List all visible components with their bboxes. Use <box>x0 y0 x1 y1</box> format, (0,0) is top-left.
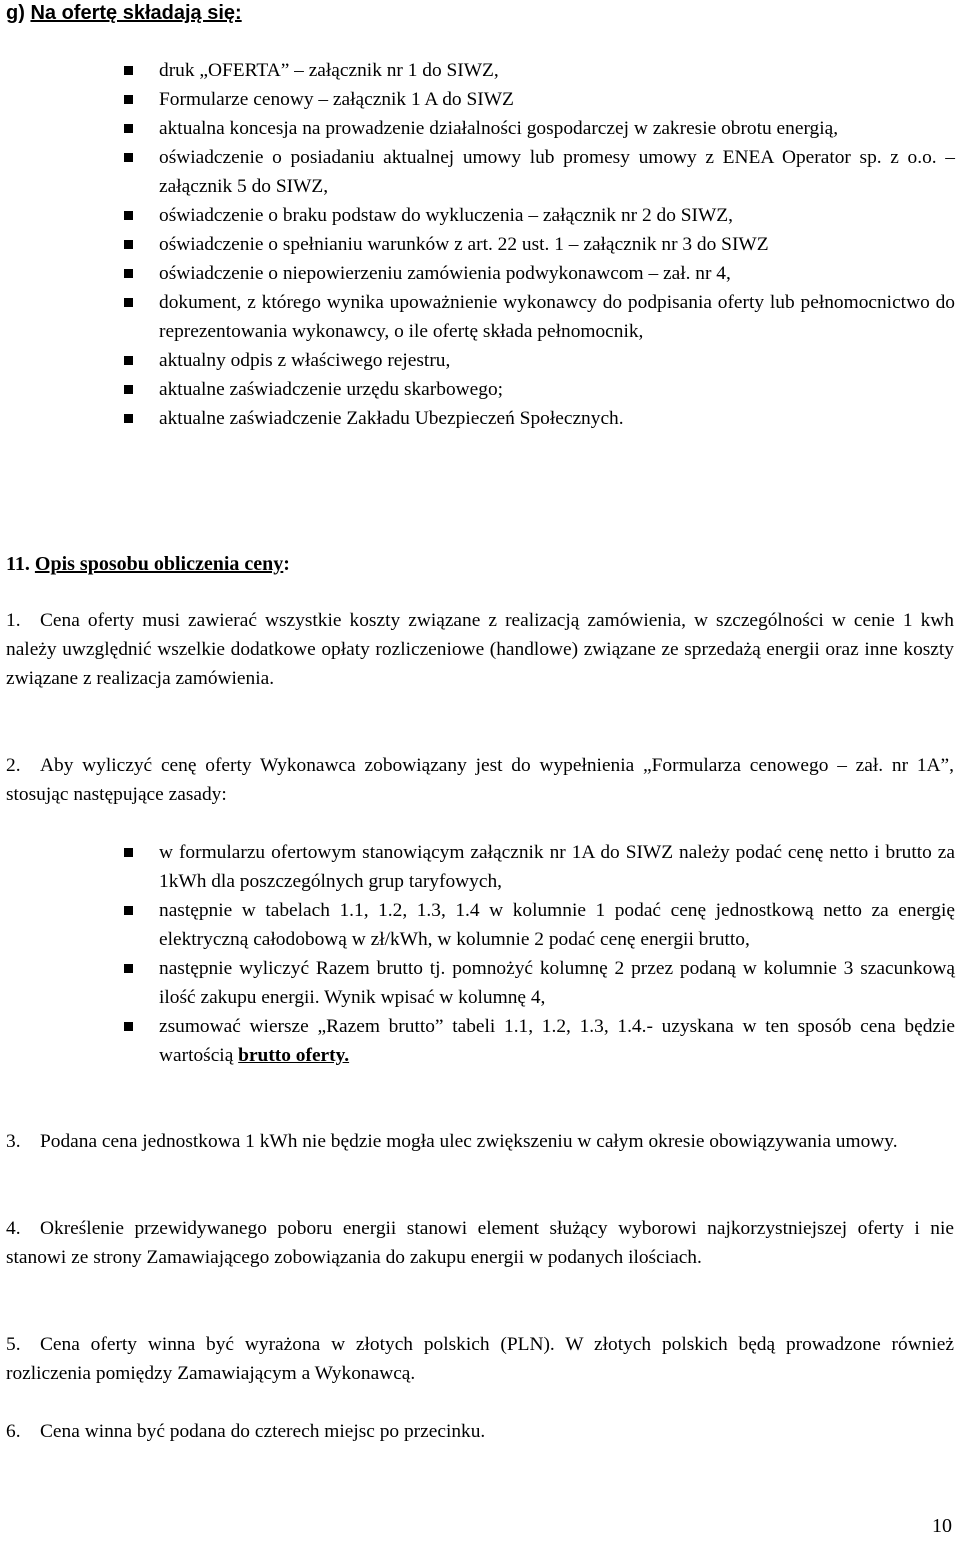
square-bullet-icon <box>124 906 133 915</box>
list-item: oświadczenie o niepowierzeniu zamówienia podwykonawcom – zał. nr 4, <box>159 259 955 288</box>
list-item: zsumować wiersze „Razem brutto” tabeli 1.1, 1.2, 1.3, 1.4.- uzyskana w ten sposób cena będzie wartością brutto oferty. <box>159 1012 955 1070</box>
paragraph-number: 5. <box>6 1334 21 1355</box>
square-bullet-icon <box>124 964 133 973</box>
paragraph-6 <box>6 1417 954 1446</box>
paragraph-number: 2. <box>6 755 21 776</box>
paragraph-number: 1. <box>6 610 21 631</box>
square-bullet-icon <box>124 124 133 133</box>
paragraph-text: Cena winna być podana do czterech miejsc po przecinku. <box>40 1421 486 1442</box>
square-bullet-icon <box>124 66 133 75</box>
list-item: następnie w tabelach 1.1, 1.2, 1.3, 1.4 w kolumnie 1 podać cenę jednostkową netto za energię elektryczną całodobową w zł/kWh, w kolumnie 2 podać cenę energii brutto, <box>159 896 955 954</box>
square-bullet-icon <box>124 356 133 365</box>
square-bullet-icon <box>124 240 133 249</box>
list-item: druk „OFERTA” – załącznik nr 1 do SIWZ, <box>159 56 955 85</box>
paragraph-number: 3. <box>6 1131 21 1152</box>
list-item: dokument, z którego wynika upoważnienie wykonawcy do podpisania oferty lub pełnomocnictwo do reprezentowania wykonawcy, o ile ofertę składa pełnomocnik, <box>159 288 955 346</box>
section-heading-11 <box>6 550 290 579</box>
paragraph-number: 6. <box>6 1421 21 1442</box>
square-bullet-icon <box>124 414 133 423</box>
paragraph-number: 4. <box>6 1218 21 1239</box>
paragraph-5 <box>6 1330 954 1388</box>
paragraph-2 <box>6 751 954 809</box>
list-item: oświadczenie o spełnianiu warunków z art. 22 ust. 1 – załącznik nr 3 do SIWZ <box>159 230 955 259</box>
paragraph-3 <box>6 1127 954 1156</box>
heading-title: Opis sposobu obliczenia ceny <box>34 553 284 575</box>
emphasis-brutto-oferty: brutto oferty. <box>238 1045 350 1066</box>
square-bullet-icon <box>124 385 133 394</box>
paragraph-text: Aby wyliczyć cenę oferty Wykonawca zobowiązany jest do wypełnienia „Formularza cenowego – zał. nr 1A”, stosując następujące zasady: <box>6 755 954 805</box>
heading-prefix: 11. <box>6 553 30 575</box>
list-item: w formularzu ofertowym stanowiącym załącznik nr 1A do SIWZ należy podać cenę netto i brutto za 1kWh dla poszczególnych grup taryfowych, <box>159 838 955 896</box>
square-bullet-icon <box>124 848 133 857</box>
list-item: aktualny odpis z właściwego rejestru, <box>159 346 955 375</box>
square-bullet-icon <box>124 269 133 278</box>
paragraph-text: Cena oferty winna być wyrażona w złotych polskich (PLN). W złotych polskich będą prowadzone również rozliczenia pomiędzy Zamawiającym a Wykonawcą. <box>6 1334 954 1384</box>
section-heading-g <box>6 0 242 26</box>
pricing-rules-list <box>159 838 955 1070</box>
square-bullet-icon <box>124 298 133 307</box>
square-bullet-icon <box>124 95 133 104</box>
paragraph-text: Podana cena jednostkowa 1 kWh nie będzie mogła ulec zwiększeniu w całym okresie obowiązywania umowy. <box>40 1131 898 1152</box>
square-bullet-icon <box>124 211 133 220</box>
list-item: aktualne zaświadczenie urzędu skarbowego; <box>159 375 955 404</box>
heading-prefix: g) <box>6 2 25 24</box>
heading-suffix: : <box>283 553 290 575</box>
offer-documents-list <box>159 56 955 433</box>
list-item: aktualne zaświadczenie Zakładu Ubezpieczeń Społecznych. <box>159 404 955 433</box>
paragraph-text: Określenie przewidywanego poboru energii stanowi element służący wyborowi najkorzystniejszej oferty i nie stanowi ze strony Zamawiającego zobowiązania do zakupu energii w podanych ilościach. <box>6 1218 954 1268</box>
page-number: 10 <box>932 1515 952 1537</box>
paragraph-4 <box>6 1214 954 1272</box>
list-item: aktualna koncesja na prowadzenie działalności gospodarczej w zakresie obrotu energią, <box>159 114 955 143</box>
list-item: oświadczenie o posiadaniu aktualnej umowy lub promesy umowy z ENEA Operator sp. z o.o. – załącznik 5 do SIWZ, <box>159 143 955 201</box>
heading-title: Na ofertę składają się: <box>30 2 242 24</box>
square-bullet-icon <box>124 153 133 162</box>
list-item: Formularze cenowy – załącznik 1 A do SIWZ <box>159 85 955 114</box>
paragraph-1 <box>6 606 954 693</box>
square-bullet-icon <box>124 1022 133 1031</box>
list-item: oświadczenie o braku podstaw do wykluczenia – załącznik nr 2 do SIWZ, <box>159 201 955 230</box>
paragraph-text: Cena oferty musi zawierać wszystkie koszty związane z realizacją zamówienia, w szczególności w cenie 1 kwh należy uwzględnić wszelkie dodatkowe opłaty rozliczeniowe (handlowe) związane ze sprzedażą energii oraz inne koszty związane z realizacja zamówienia. <box>6 610 954 689</box>
list-item: następnie wyliczyć Razem brutto tj. pomnożyć kolumnę 2 przez podaną w kolumnie 3 szacunkową ilość zakupu energii. Wynik wpisać w kolumnę 4, <box>159 954 955 1012</box>
